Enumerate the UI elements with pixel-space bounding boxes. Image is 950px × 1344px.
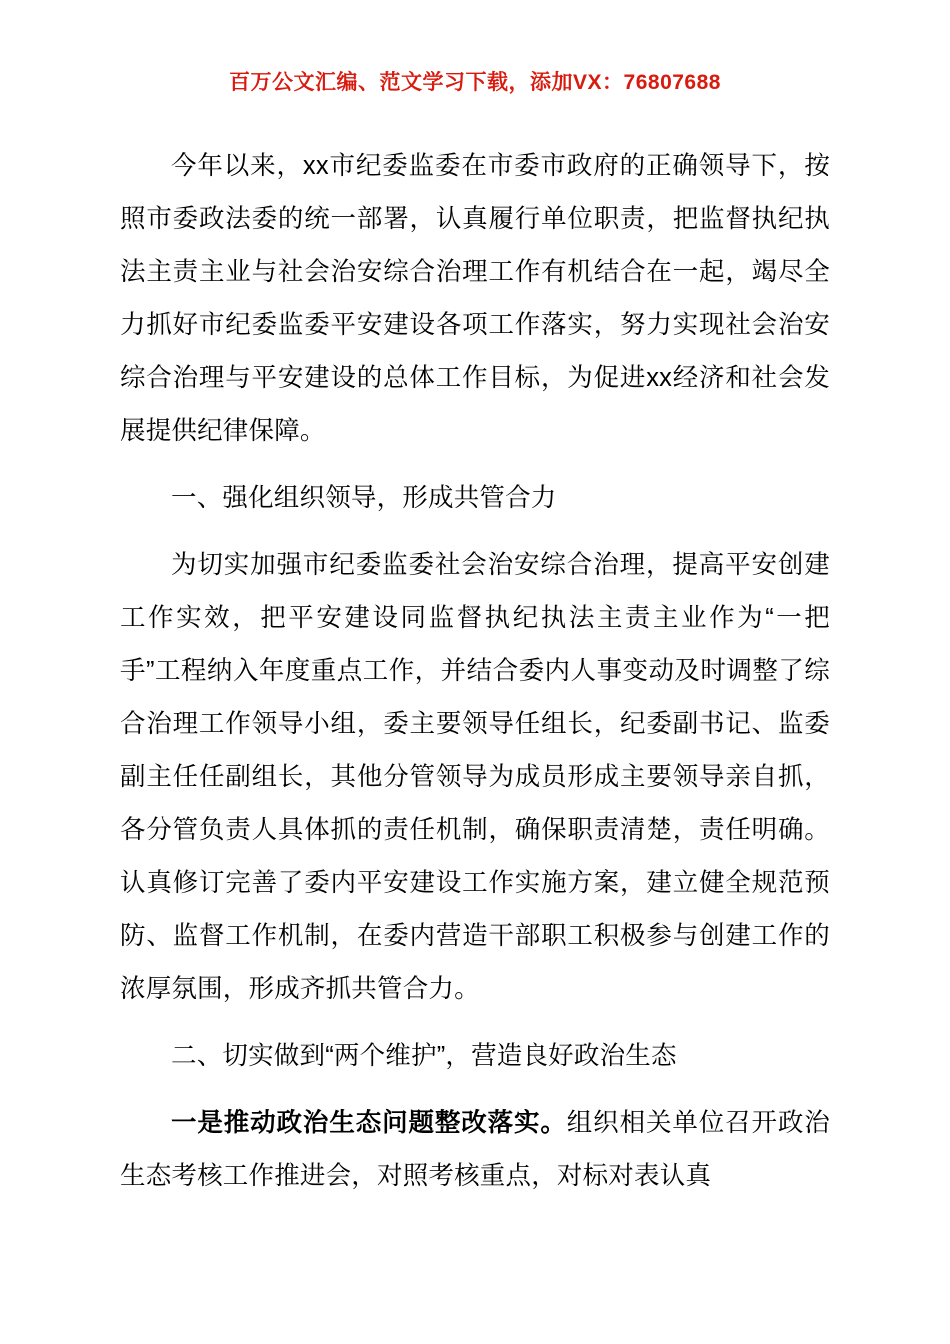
promo-banner: 百万公文汇编、范文学习下载，添加VX：76807688 xyxy=(229,71,721,94)
paragraph-section-two-rest: 组织相关单位召开政治生态考核工作推进会，对照考核重点，对标对表认真 xyxy=(120,1109,830,1190)
paragraph-section-two-body xyxy=(120,1097,830,1203)
paragraph-section-one-body: 为切实加强市纪委监委社会治安综合治理，提高平安创建工作实效，把平安建设同监督执纪执法主责主业作为“一把手”工程纳入年度重点工作，并结合委内人事变动及时调整了综合治理工作领导小组，委主要领导任组长，纪委副书记、监委副主任任副组长，其他分管领导为成员形成主要领导亲自抓，各分管负责人具体抓的责任机制，确保职责清楚，责任明确。认真修订完善了委内平安建设工作实施方案，建立健全规范预防、监督工作机制，在委内营造干部职工积极参与创建工作的浓厚氛围，形成齐抓共管合力。 xyxy=(120,551,830,1003)
paragraph-intro: 今年以来，xx市纪委监委在市委市政府的正确领导下，按照市委政法委的统一部署，认真履行单位职责，把监督执纪执法主责主业与社会治安综合治理工作有机结合在一起，竭尽全力抓好市纪委监委平安建设各项工作落实，努力实现社会治安综合治理与平安建设的总体工作目标，为促进xx经济和社会发展提供纪律保障。 xyxy=(120,152,830,445)
paragraph-section-two-lead: 一是推动政治生态问题整改落实。 xyxy=(171,1109,567,1137)
heading-section-two: 二、切实做到“两个维护”，营造良好政治生态 xyxy=(171,1042,677,1070)
document-body xyxy=(120,140,830,1203)
heading-section-one: 一、强化组织领导，形成共管合力 xyxy=(171,484,557,512)
